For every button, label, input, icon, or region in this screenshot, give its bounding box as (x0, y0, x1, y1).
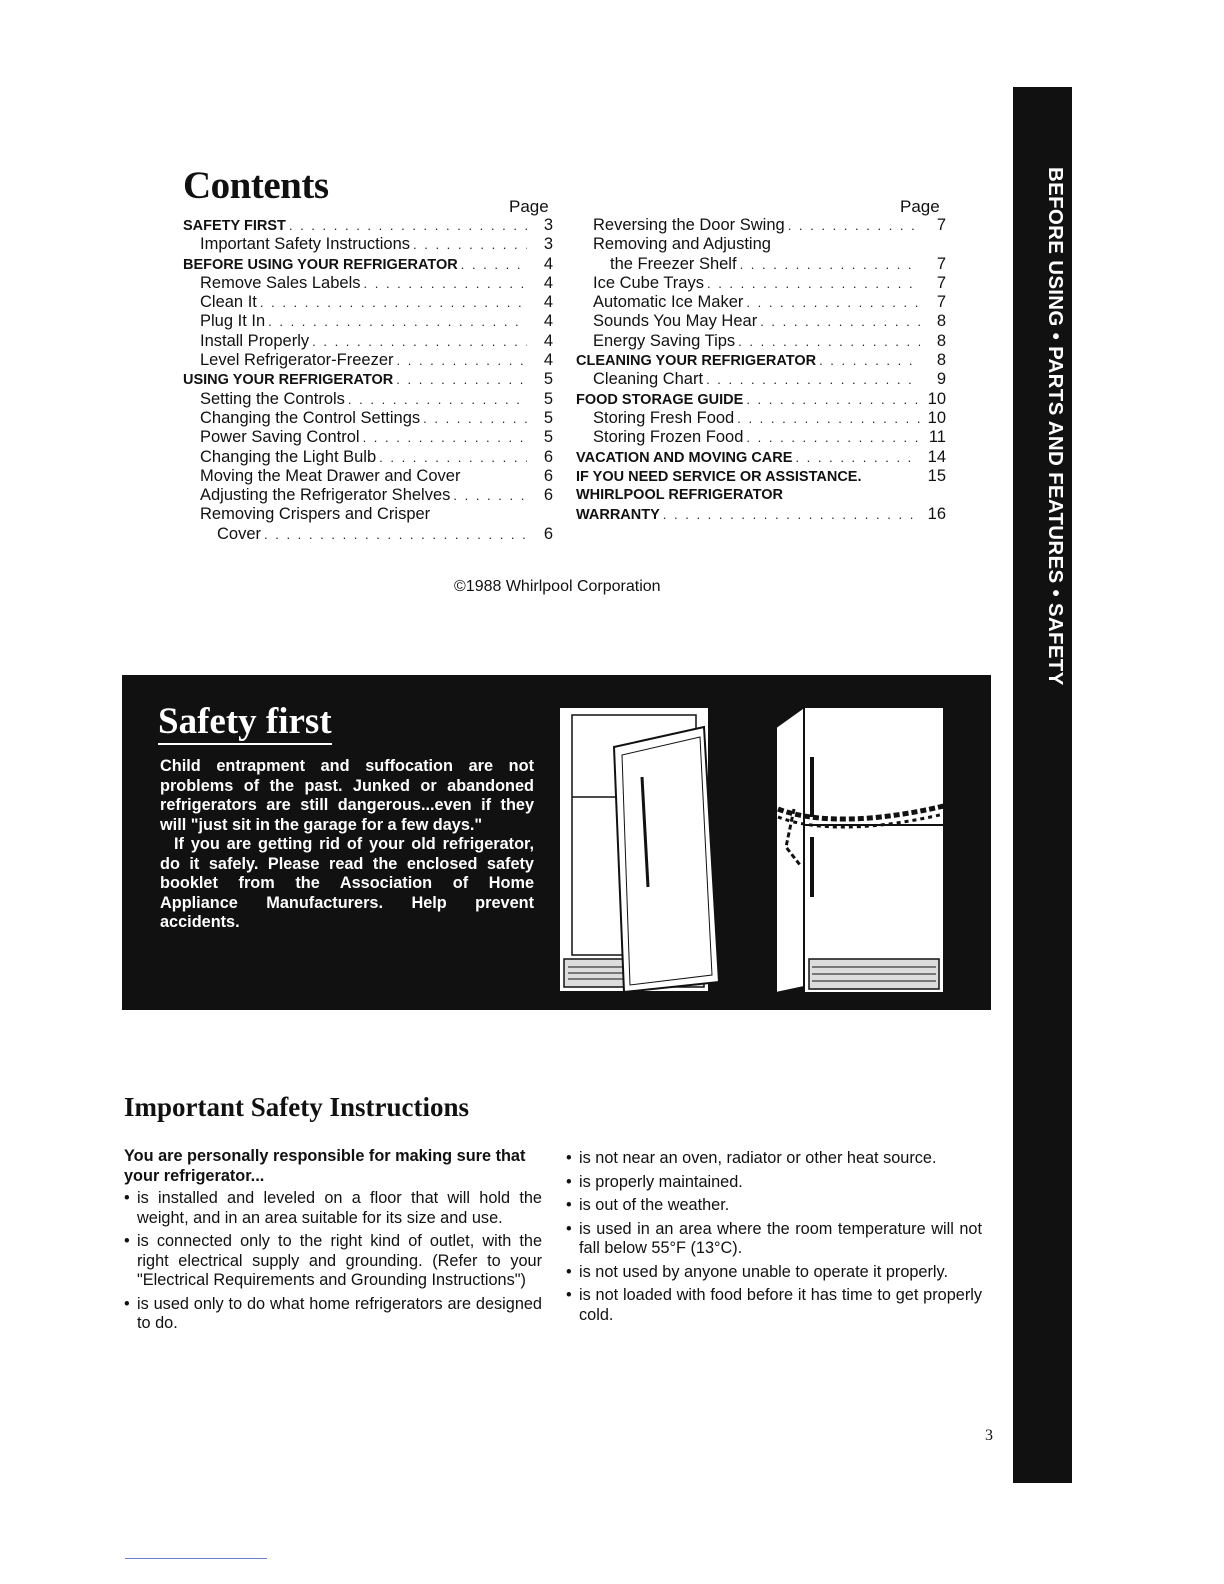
toc-entry-page: 5 (543, 389, 553, 408)
safety-paragraph-1: Child entrapment and suffocation are not problems of the past. Junked or abandoned refrigerators are still dangerous...even if they will "just sit in the garage for a few days." (160, 757, 534, 834)
safety-bullet: • is installed and leveled on a floor that will hold the weight, and in an area suitable for its size and use. (124, 1189, 542, 1228)
toc-leader (819, 351, 920, 370)
toc-entry-page: 10 (927, 408, 946, 427)
toc-entry-label: Plug It In (200, 312, 266, 331)
toc-entry (183, 235, 553, 254)
contents-title: Contents (183, 164, 329, 207)
toc-left-column (183, 216, 553, 544)
toc-entry-label: Removing Crispers and Crisper (200, 505, 431, 524)
toc-entry (576, 370, 946, 389)
toc-entry-page: 6 (543, 466, 553, 485)
toc-entry-page: 4 (543, 312, 553, 331)
safety-bullet: • is not loaded with food before it has time to get properly cold. (566, 1286, 982, 1325)
toc-entry-label: Automatic Ice Maker (593, 293, 744, 312)
toc-entry (183, 370, 553, 389)
toc-entry-label: SAFETY FIRST (183, 218, 286, 234)
toc-entry-label: Storing Frozen Food (593, 428, 744, 447)
toc-entry-page: 5 (543, 408, 553, 427)
toc-entry-label: Cover (217, 524, 262, 543)
toc-leader (268, 312, 527, 331)
safety-first-banner (122, 675, 991, 1010)
toc-entry (576, 428, 946, 447)
toc-entry-label: Removing and Adjusting (593, 235, 771, 254)
toc-entry-page: 4 (543, 351, 553, 370)
toc-entry (576, 235, 946, 254)
toc-entry-label: Reversing the Door Swing (593, 216, 785, 234)
safety-bullet: • is used in an area where the room temperature will not fall below 55°F (13°C). (566, 1220, 982, 1259)
toc-entry (183, 390, 553, 409)
safety-bullet: • is properly maintained. (566, 1173, 982, 1193)
safety-first-body (160, 757, 534, 933)
toc-entry (183, 274, 553, 293)
safety-lead: You are personally responsible for making sure that your refrigerator... (124, 1147, 526, 1185)
page-number: 3 (985, 1427, 993, 1444)
toc-entry-page: 8 (936, 331, 946, 350)
toc-leader (396, 370, 527, 389)
toc-entry-label: CLEANING YOUR REFRIGERATOR (576, 353, 817, 370)
toc-entry-page: 3 (543, 235, 553, 254)
left-page-header: Page (509, 197, 549, 216)
toc-entry-page: 6 (543, 524, 553, 543)
toc-entry (183, 448, 553, 467)
toc-leader (663, 505, 920, 524)
toc-leader (738, 332, 920, 351)
toc-leader (746, 293, 920, 312)
side-tab-label: BEFORE USING • PARTS AND FEATURES • SAFETY (1044, 167, 1067, 686)
toc-entry-page: 3 (543, 216, 553, 234)
toc-entry-label: Clean It (200, 293, 257, 312)
toc-leader (264, 525, 527, 544)
toc-leader (364, 274, 527, 293)
toc-leader (413, 235, 527, 254)
toc-entry-page: 9 (936, 370, 946, 389)
refrigerator-illustration (554, 697, 984, 997)
copyright: ©1988 Whirlpool Corporation (454, 578, 661, 595)
footer-rule (125, 1558, 267, 1559)
toc-entry (183, 486, 553, 505)
toc-entry-label: WHIRLPOOL REFRIGERATOR (576, 487, 784, 504)
toc-entry-page: 7 (936, 293, 946, 312)
toc-entry (183, 467, 553, 486)
toc-entry (576, 505, 946, 524)
right-page-header: Page (900, 197, 940, 216)
safety-bullet: • is not used by anyone unable to operate it properly. (566, 1263, 982, 1283)
toc-entry-label: Sounds You May Hear (593, 312, 758, 331)
toc-entry-label: Energy Saving Tips (593, 331, 736, 350)
toc-leader (740, 255, 920, 274)
toc-leader (746, 390, 920, 409)
toc-entry-label: FOOD STORAGE GUIDE (576, 391, 744, 408)
toc-entry-page: 6 (543, 447, 553, 466)
toc-entry-page: 16 (927, 505, 946, 524)
toc-entry (576, 312, 946, 331)
toc-entry-label: WARRANTY (576, 507, 660, 524)
toc-entry-page: 8 (936, 351, 946, 370)
toc-entry-page: 14 (927, 447, 946, 466)
toc-entry-label: Setting the Controls (200, 389, 345, 408)
safety-first-title: Safety first (158, 703, 332, 745)
toc-entry (576, 486, 946, 505)
toc-leader (423, 409, 527, 428)
toc-entry-label: VACATION AND MOVING CARE (576, 449, 793, 466)
toc-leader (461, 255, 527, 274)
toc-leader (363, 428, 527, 447)
toc-entry (183, 293, 553, 312)
toc-leader (707, 274, 920, 293)
toc-leader (706, 370, 920, 389)
safety-bullet: • is out of the weather. (566, 1196, 982, 1216)
safety-bullet: • is not near an oven, radiator or other heat source. (566, 1149, 982, 1169)
important-safety-title: Important Safety Instructions (124, 1092, 470, 1122)
toc-leader (788, 216, 920, 235)
toc-entry-page: 11 (928, 428, 946, 447)
toc-entry-page: 5 (543, 428, 553, 447)
toc-entry-label: Moving the Meat Drawer and Cover (200, 466, 461, 485)
toc-entry-label: USING YOUR REFRIGERATOR (183, 372, 394, 389)
toc-entry (576, 216, 946, 235)
toc-entry-page: 4 (543, 293, 553, 312)
toc-entry-page: 8 (936, 312, 946, 331)
toc-entry-label: Storing Fresh Food (593, 408, 735, 427)
toc-leader (348, 390, 527, 409)
toc-entry (183, 216, 553, 235)
toc-entry-page: 7 (936, 273, 946, 292)
toc-leader (795, 448, 920, 467)
safety-instructions-left-column (124, 1147, 542, 1338)
toc-leader (737, 409, 920, 428)
toc-entry-page: 6 (543, 486, 553, 505)
toc-entry (576, 351, 946, 370)
toc-entry (183, 525, 553, 544)
toc-leader (453, 486, 527, 505)
toc-entry (576, 409, 946, 428)
toc-leader (760, 312, 920, 331)
toc-entry-label: Changing the Control Settings (200, 408, 421, 427)
toc-entry-label: Cleaning Chart (593, 370, 704, 389)
toc-leader (379, 448, 527, 467)
toc-entry (183, 505, 553, 524)
toc-entry-page: 15 (927, 466, 946, 485)
toc-entry (183, 428, 553, 447)
toc-entry-page: 4 (543, 273, 553, 292)
toc-entry-label: IF YOU NEED SERVICE OR ASSISTANCE. (576, 468, 862, 485)
toc-leader (289, 216, 527, 235)
toc-entry (576, 467, 946, 486)
section-side-tab (1013, 87, 1072, 1483)
toc-entry-page: 4 (543, 331, 553, 350)
toc-leader (312, 332, 527, 351)
toc-entry-page: 5 (543, 370, 553, 389)
toc-entry (183, 255, 553, 274)
toc-entry (576, 390, 946, 409)
safety-paragraph-2: If you are getting rid of your old refrigerator, do it safely. Please read the enclosed safety booklet from the Association of Home Appliance Manufacturers. Help prevent accidents. (160, 835, 534, 931)
toc-entry (183, 332, 553, 351)
toc-entry-label: Power Saving Control (200, 428, 360, 447)
toc-entry-label: the Freezer Shelf (610, 254, 737, 273)
toc-leader (397, 351, 528, 370)
toc-leader (260, 293, 527, 312)
toc-entry-label: Level Refrigerator-Freezer (200, 351, 394, 370)
toc-entry-label: Install Properly (200, 331, 310, 350)
toc-entry (576, 448, 946, 467)
safety-bullet: • is connected only to the right kind of outlet, with the right electrical supply and grounding. (Refer to your "Electrical Requirements and Grounding Instructions") (124, 1232, 542, 1291)
toc-entry (576, 332, 946, 351)
toc-entry-page: 7 (936, 254, 946, 273)
toc-entry-page: 7 (936, 216, 946, 234)
toc-entry (183, 351, 553, 370)
toc-entry-page: 4 (543, 254, 553, 273)
safety-bullet: • is used only to do what home refrigerators are designed to do. (124, 1295, 542, 1334)
toc-entry (183, 409, 553, 428)
safety-instructions-right-column (566, 1149, 982, 1329)
toc-right-column (576, 216, 946, 525)
toc-entry-label: Remove Sales Labels (200, 273, 361, 292)
toc-entry-label: Adjusting the Refrigerator Shelves (200, 486, 451, 505)
toc-entry (576, 293, 946, 312)
toc-entry (576, 274, 946, 293)
toc-entry-label: Ice Cube Trays (593, 273, 704, 292)
toc-entry (183, 312, 553, 331)
toc-entry-page: 10 (927, 389, 946, 408)
toc-entry (576, 255, 946, 274)
toc-entry-label: Changing the Light Bulb (200, 447, 377, 466)
toc-entry-label: Important Safety Instructions (200, 235, 411, 254)
toc-leader (746, 428, 920, 447)
toc-entry-label: BEFORE USING YOUR REFRIGERATOR (183, 256, 458, 273)
